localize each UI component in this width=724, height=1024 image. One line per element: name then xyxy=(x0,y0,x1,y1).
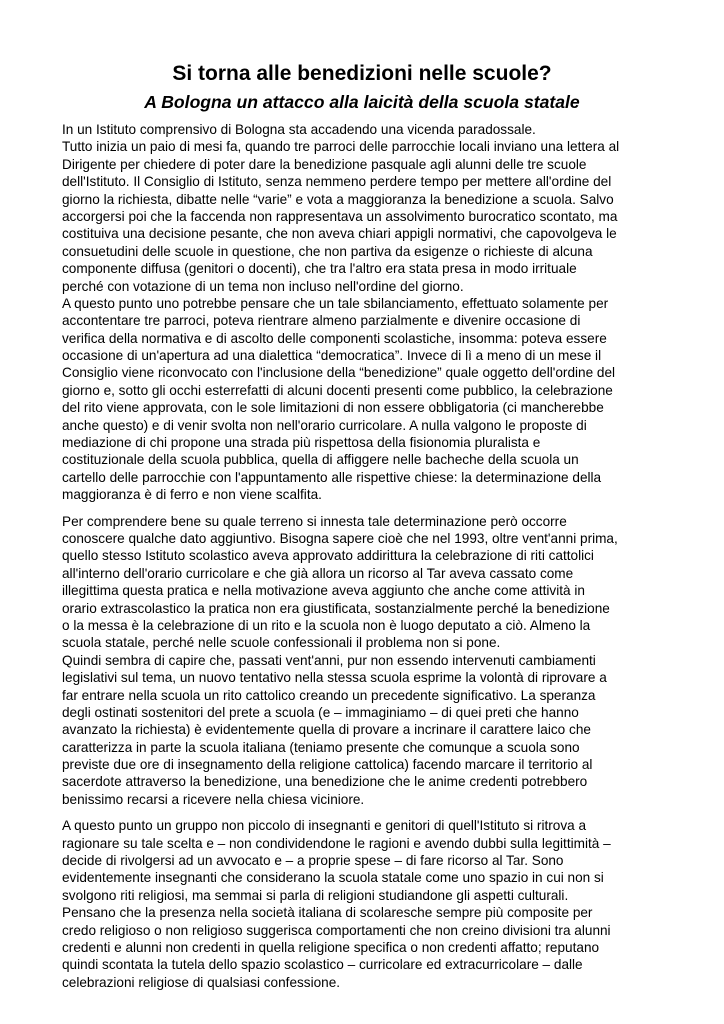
text-line: degli ostinati sostenitori del prete a scuola (e – immaginiamo – di quei preti che hanno xyxy=(62,704,579,720)
text-line: quello stesso Istituto scolastico aveva approvato addirittura la celebrazione di riti cattolici xyxy=(62,548,594,564)
text-line: costituzionale della scuola pubblica, quella di affiggere nelle bacheche della scuola un xyxy=(62,452,579,468)
text-line: conoscere qualche dato aggiuntivo. Bisogna sapere cioè che nel 1993, oltre vent'anni prima, xyxy=(62,530,618,546)
article-subtitle: A Bologna un attacco alla laicità della scuola statale xyxy=(144,92,580,112)
text-line: mediazione di chi propone una strada più rispettosa della fisionomia pluralista e xyxy=(62,435,541,451)
text-line: o la messa è la celebrazione di un rito e la scuola non è luogo deputato a ciò. Almeno la xyxy=(62,617,591,633)
text-line: sacerdote attraverso la benedizione, una benedizione che le anime credenti potrebbero xyxy=(62,774,588,790)
text-line: Per comprendere bene su quale terreno si innesta tale determinazione però occorre xyxy=(62,513,567,529)
paragraph xyxy=(62,121,672,504)
text-line: caratterizza in parte la scuola italiana (teniamo presente che comunque a scuola sono xyxy=(62,739,580,755)
text-line: accontentare tre parroci, poteva rientrare almeno parzialmente e divenire occasione di xyxy=(62,313,581,329)
article-title: Si torna alle benedizioni nelle scuole? xyxy=(172,62,552,85)
text-line: anche questo) e di venir svolta non nell'orario curricolare. A nulla valgono le proposte di xyxy=(62,417,587,433)
text-line: celebrazioni religiose di qualsiasi confessione. xyxy=(62,974,341,990)
text-line: Tutto inizia un paio di mesi fa, quando tre parroci delle parrocchie locali inviano una lettera al xyxy=(62,139,620,155)
text-line: cartello delle parrocchie con l'appuntamento alle rispettive chiese: la determinazione della xyxy=(62,469,602,485)
text-line: all'interno dell'orario curricolare e che già allora un ricorso al Tar aveva cassato come xyxy=(62,565,574,581)
text-line: giorno la richiesta, dibatte nelle “varie” e vota a maggioranza la benedizione a scuola. Salvo xyxy=(62,191,614,207)
text-line: svolgono riti religiosi, ma semmai si parla di religioni studiandone gli aspetti culturali. xyxy=(62,887,569,903)
text-line: previste due ore di insegnamento della religione cattolica) facendo marcare il territorio al xyxy=(62,757,593,773)
text-line: credo religioso o non religioso suggerisca comportamenti che non creino divisioni tra alunni xyxy=(62,922,611,938)
text-line: credenti e alunni non credenti in quella religione specifica o non credenti affatto; reputano xyxy=(62,939,600,955)
text-line: far entrare nella scuola un rito cattolico creando un precedente significativo. La speranza xyxy=(62,687,596,703)
text-line: occasione di un'apertura ad una dialettica “democratica”. Invece di lì a meno di un mese il xyxy=(62,348,602,364)
text-line: accorgersi poi che la faccenda non rappresentava un assolvimento burocratico scontato, ma xyxy=(62,208,618,224)
article-body xyxy=(62,121,672,991)
text-line: legislativi sul tema, un nuovo tentativo nella stessa scuola esprime la volontà di riprovare a xyxy=(62,670,607,686)
text-line: del rito viene approvata, con le sole limitazioni di non essere obbligatoria (ci mancherebbe xyxy=(62,400,604,416)
text-line: A questo punto un gruppo non piccolo di insegnanti e genitori di quell'Istituto si ritrova a xyxy=(62,818,587,834)
text-line: Dirigente per chiedere di poter dare la benedizione pasquale agli alunni delle tre scuole xyxy=(62,156,587,172)
text-line: orario extrascolastico la pratica non era giustificata, sostanzialmente perché la benedizione xyxy=(62,600,610,616)
text-line: avanzato la richiesta) è evidentemente quella di provare a incrinare il carattere laico che xyxy=(62,722,591,738)
text-line: Consiglio viene riconvocato con l'inclusione della “benedizione” quale oggetto dell'ordine del xyxy=(62,365,616,381)
text-line: evidentemente insegnanti che considerano la scuola statale come uno spazio in cui non si xyxy=(62,870,604,886)
text-line: consuetudini delle scuole in questione, che non partiva da esigenze o richieste di alcuna xyxy=(62,243,593,259)
text-line: illegittima questa pratica e nella motivazione aveva aggiunto che anche come attività in xyxy=(62,583,585,599)
paragraph-spacer xyxy=(62,808,672,817)
text-line: benissimo recarsi a ricevere nella chiesa viciniore. xyxy=(62,791,365,807)
text-line: Quindi sembra di capire che, passati vent'anni, pur non essendo intervenuti cambiamenti xyxy=(62,652,596,668)
text-line: decide di rivolgersi ad un avvocato e – a proprie spese – di fare ricorso al Tar. Sono xyxy=(62,853,564,869)
text-line: quindi scontata la tutela dello spazio scolastico – curricolare ed extracurricolare – dalle xyxy=(62,957,583,973)
text-line: costituiva una decisione pesante, che non aveva chiari appigli normativi, che capovolgeva le xyxy=(62,226,617,242)
text-line: perché con votazione di un tema non incluso nell'ordine del giorno. xyxy=(62,278,464,294)
text-line: ragionare su tale scelta e – non condividendone le ragioni e avendo dubbi sulla legittimità – xyxy=(62,835,611,851)
text-line: verifica della normativa e di ascolto delle componenti scolastiche, insomma: poteva essere xyxy=(62,330,607,346)
text-line: Pensano che la presenza nella società italiana di scolaresche sempre più composite per xyxy=(62,905,593,921)
text-line: scuola statale, perché nelle scuole confessionali il problema non si pone. xyxy=(62,635,501,651)
paragraph xyxy=(62,817,672,991)
text-line: maggioranza è di ferro e non viene scalfita. xyxy=(62,487,322,503)
paragraph xyxy=(62,513,672,809)
text-line: dell'Istituto. Il Consiglio di Istituto, senza nemmeno perdere tempo per mettere all'ordine del xyxy=(62,174,612,190)
text-line: componente diffusa (genitori o docenti), che tra l'altro era stata presa in modo irrituale xyxy=(62,261,577,277)
text-line: A questo punto uno potrebbe pensare che un tale sbilanciamento, effettuato solamente per xyxy=(62,295,609,311)
paragraph-spacer xyxy=(62,504,672,513)
text-line: In un Istituto comprensivo di Bologna sta accadendo una vicenda paradossale. xyxy=(62,122,536,137)
text-line: giorno e, sotto gli occhi esterrefatti di alcuni docenti presenti come pubblico, la celebrazione xyxy=(62,382,613,398)
